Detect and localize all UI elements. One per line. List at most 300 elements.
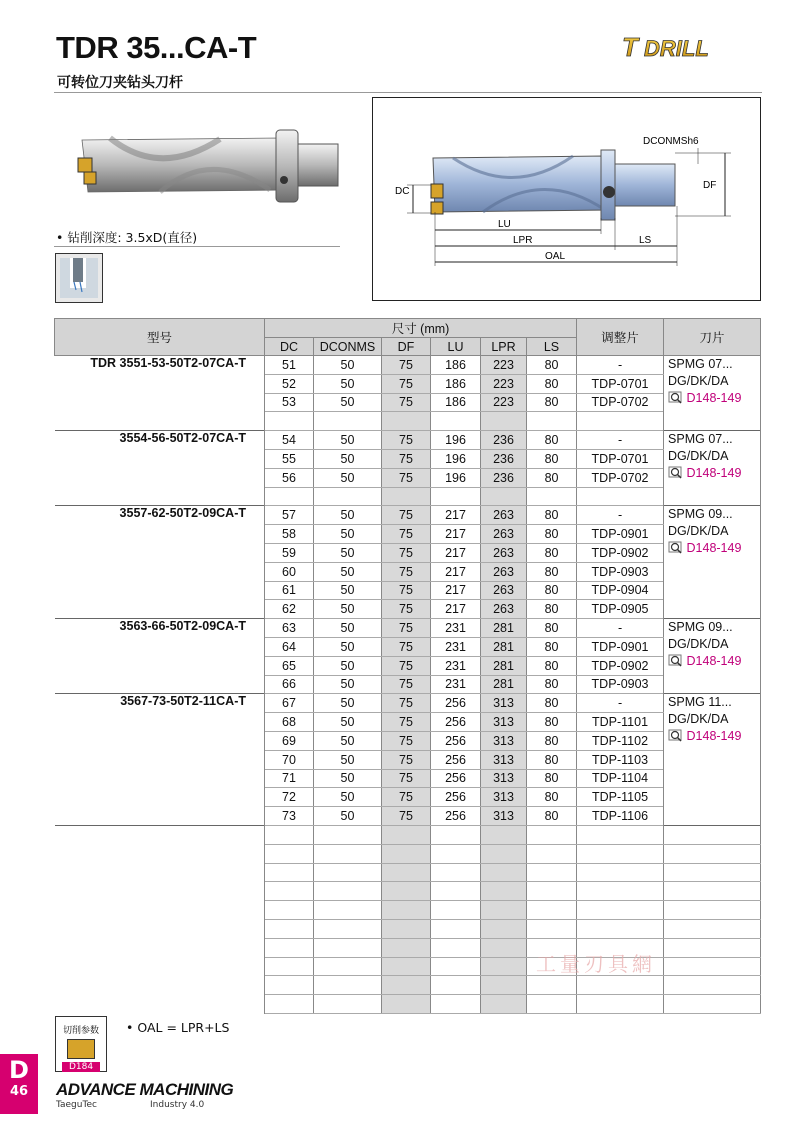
empty-cell <box>577 863 664 882</box>
oal-note: • OAL = LPR+LS <box>126 1020 230 1035</box>
drawing-label-lpr: LPR <box>513 235 533 246</box>
empty-row <box>55 901 761 920</box>
page-ref-text[interactable]: D148-149 <box>686 391 742 405</box>
dimension-cell: 263 <box>481 506 527 525</box>
empty-cell <box>577 844 664 863</box>
dimension-cell: 196 <box>431 449 481 468</box>
magnifier-icon <box>668 466 683 480</box>
dimension-cell: 75 <box>382 431 431 450</box>
dimension-cell: 313 <box>481 807 527 826</box>
dimension-cell: 75 <box>382 506 431 525</box>
header-insert: 刀片 <box>664 319 761 356</box>
dimension-cell: 236 <box>481 468 527 487</box>
table-row <box>55 356 761 375</box>
adjust-cell: - <box>577 506 664 525</box>
empty-cell <box>431 863 481 882</box>
adjust-cell: TDP-0905 <box>577 600 664 619</box>
dimension-cell: 52 <box>265 374 314 393</box>
empty-cell <box>664 957 761 976</box>
model-code: 3557-62-50T2-09CA-T <box>55 506 265 619</box>
drawing-label-dconms: DCONMSh6 <box>643 136 699 147</box>
empty-cell <box>265 863 314 882</box>
empty-cell <box>527 825 577 844</box>
empty-cell <box>265 825 314 844</box>
brand-tagline: Industry 4.0 <box>150 1100 205 1110</box>
empty-cell <box>382 487 431 506</box>
dimension-cell: 313 <box>481 694 527 713</box>
dimension-cell: 231 <box>431 619 481 638</box>
header-dc: DC <box>265 338 314 356</box>
dimension-cell: 75 <box>382 449 431 468</box>
adjust-cell: - <box>577 619 664 638</box>
magnifier-icon <box>668 654 683 668</box>
page-ref-text[interactable]: D148-149 <box>686 541 742 556</box>
empty-cell <box>664 919 761 938</box>
dimension-cell: 281 <box>481 619 527 638</box>
dimension-cell: 186 <box>431 393 481 412</box>
dimension-cell: 55 <box>265 449 314 468</box>
empty-cell <box>265 957 314 976</box>
empty-cell <box>577 919 664 938</box>
empty-cell <box>481 825 527 844</box>
empty-cell <box>577 995 664 1014</box>
dimension-cell: 263 <box>481 562 527 581</box>
dimension-cell: 80 <box>527 769 577 788</box>
dimension-cell: 75 <box>382 750 431 769</box>
adjust-cell: - <box>577 431 664 450</box>
insert-cell <box>664 431 761 506</box>
empty-cell <box>431 938 481 957</box>
empty-cell <box>55 976 265 995</box>
adjust-cell: TDP-1105 <box>577 788 664 807</box>
empty-cell <box>382 863 431 882</box>
empty-cell <box>481 995 527 1014</box>
empty-cell <box>55 938 265 957</box>
dimension-cell: 50 <box>314 506 382 525</box>
empty-cell <box>314 412 382 431</box>
empty-cell <box>265 412 314 431</box>
empty-cell <box>265 882 314 901</box>
dimension-cell: 71 <box>265 769 314 788</box>
empty-cell <box>382 901 431 920</box>
empty-cell <box>382 995 431 1014</box>
dimension-cell: 75 <box>382 581 431 600</box>
adjust-cell: TDP-0702 <box>577 393 664 412</box>
dimension-cell: 80 <box>527 525 577 544</box>
drilling-depth-note: • 钻削深度: 3.5xD(直径) <box>56 230 198 245</box>
dimension-cell: 50 <box>314 581 382 600</box>
dimension-cell: 223 <box>481 393 527 412</box>
dimension-cell: 75 <box>382 807 431 826</box>
dimension-cell: 236 <box>481 431 527 450</box>
dimension-cell: 80 <box>527 675 577 694</box>
watermark: 工量刃具網 <box>536 952 656 976</box>
drill-tool-image <box>70 118 360 218</box>
empty-cell <box>55 957 265 976</box>
dimension-cell: 80 <box>527 393 577 412</box>
section-letter: D <box>9 1056 29 1084</box>
insert-page-ref[interactable] <box>668 653 760 670</box>
svg-text:DRILL: DRILL <box>644 36 709 61</box>
dimension-cell: 50 <box>314 750 382 769</box>
empty-cell <box>314 976 382 995</box>
dimension-cell: 256 <box>431 807 481 826</box>
svg-text:T: T <box>622 33 638 61</box>
empty-cell <box>481 844 527 863</box>
dimension-cell: 75 <box>382 468 431 487</box>
header-lpr: LPR <box>481 338 527 356</box>
dimension-cell: 75 <box>382 637 431 656</box>
empty-cell <box>664 901 761 920</box>
adjust-cell: TDP-0701 <box>577 374 664 393</box>
dimension-cell: 58 <box>265 525 314 544</box>
cutting-data-ref[interactable]: D184 <box>62 1062 100 1072</box>
dimension-cell: 53 <box>265 393 314 412</box>
header-ls: LS <box>527 338 577 356</box>
dimension-cell: 217 <box>431 562 481 581</box>
empty-cell <box>577 487 664 506</box>
title-divider <box>54 92 762 93</box>
dimension-cell: 70 <box>265 750 314 769</box>
model-code: TDR 3551-53-50T2-07CA-T <box>55 356 265 431</box>
empty-cell <box>431 487 481 506</box>
insert-cell <box>664 506 761 619</box>
insert-cell <box>664 356 761 431</box>
adjust-cell: TDP-0903 <box>577 675 664 694</box>
empty-cell <box>481 976 527 995</box>
empty-cell <box>55 901 265 920</box>
dimension-cell: 281 <box>481 656 527 675</box>
empty-cell <box>664 938 761 957</box>
insert-grades: DG/DK/DA <box>668 712 729 727</box>
empty-cell <box>527 882 577 901</box>
model-code: 3563-66-50T2-09CA-T <box>55 619 265 694</box>
dimension-cell: 50 <box>314 543 382 562</box>
header-model: 型号 <box>55 319 265 356</box>
adjust-cell: TDP-1103 <box>577 750 664 769</box>
dimension-cell: 65 <box>265 656 314 675</box>
dimension-cell: 50 <box>314 807 382 826</box>
empty-cell <box>265 901 314 920</box>
dimension-cell: 80 <box>527 543 577 562</box>
dimension-cell: 67 <box>265 694 314 713</box>
dimension-cell: 75 <box>382 694 431 713</box>
dimension-cell: 217 <box>431 525 481 544</box>
empty-cell <box>431 995 481 1014</box>
insert-type: SPMG 09... <box>668 507 733 522</box>
dimension-cell: 263 <box>481 600 527 619</box>
adjust-cell: TDP-0702 <box>577 468 664 487</box>
empty-cell <box>577 901 664 920</box>
dimension-cell: 75 <box>382 769 431 788</box>
empty-cell <box>314 882 382 901</box>
page-ref-text[interactable]: D148-149 <box>686 654 742 669</box>
dimension-cell: 73 <box>265 807 314 826</box>
dimension-cell: 80 <box>527 600 577 619</box>
dimension-cell: 196 <box>431 431 481 450</box>
dimension-cell: 256 <box>431 750 481 769</box>
dimension-cell: 75 <box>382 731 431 750</box>
insert-grades: DG/DK/DA <box>668 449 729 464</box>
empty-cell <box>481 412 527 431</box>
dimension-cell: 54 <box>265 431 314 450</box>
dimension-cell: 57 <box>265 506 314 525</box>
dimension-cell: 75 <box>382 356 431 375</box>
empty-cell <box>265 844 314 863</box>
dimension-cell: 263 <box>481 581 527 600</box>
empty-cell <box>431 825 481 844</box>
empty-row <box>55 919 761 938</box>
empty-cell <box>481 901 527 920</box>
dimension-cell: 186 <box>431 374 481 393</box>
dimension-cell: 80 <box>527 431 577 450</box>
drilling-application-icon <box>55 253 103 303</box>
adjust-cell: TDP-1106 <box>577 807 664 826</box>
dimension-cell: 263 <box>481 543 527 562</box>
empty-cell <box>265 938 314 957</box>
adjust-cell: - <box>577 694 664 713</box>
dimension-cell: 50 <box>314 525 382 544</box>
dimension-cell: 231 <box>431 675 481 694</box>
dimension-cell: 231 <box>431 656 481 675</box>
page-ref-text[interactable]: D148-149 <box>686 466 742 481</box>
drawing-label-oal: OAL <box>545 251 566 262</box>
dimension-cell: 80 <box>527 656 577 675</box>
dimension-cell: 69 <box>265 731 314 750</box>
dimension-cell: 75 <box>382 675 431 694</box>
dimension-cell: 196 <box>431 468 481 487</box>
empty-cell <box>382 882 431 901</box>
dimension-cell: 75 <box>382 713 431 732</box>
empty-cell <box>265 976 314 995</box>
empty-cell <box>382 938 431 957</box>
empty-cell <box>577 882 664 901</box>
empty-cell <box>664 882 761 901</box>
empty-cell <box>382 976 431 995</box>
drawing-label-dc: DC <box>395 186 410 197</box>
dimension-cell: 50 <box>314 788 382 807</box>
dimension-cell: 75 <box>382 393 431 412</box>
dimension-cell: 80 <box>527 562 577 581</box>
dimension-cell: 281 <box>481 637 527 656</box>
dimension-cell: 281 <box>481 675 527 694</box>
empty-cell <box>527 901 577 920</box>
insert-type: SPMG 09... <box>668 620 733 635</box>
depth-divider <box>54 246 340 247</box>
dimension-cell: 50 <box>314 675 382 694</box>
insert-page-ref[interactable] <box>668 465 760 482</box>
adjust-cell: TDP-0903 <box>577 562 664 581</box>
header-adjust: 调整片 <box>577 319 664 356</box>
dimension-cell: 50 <box>314 600 382 619</box>
dimension-cell: 50 <box>314 637 382 656</box>
dimension-cell: 256 <box>431 788 481 807</box>
dimension-cell: 313 <box>481 750 527 769</box>
dimension-cell: 80 <box>527 619 577 638</box>
magnifier-icon <box>668 391 683 405</box>
dimension-cell: 72 <box>265 788 314 807</box>
dimension-cell: 56 <box>265 468 314 487</box>
empty-cell <box>664 844 761 863</box>
dimension-cell: 50 <box>314 356 382 375</box>
dimension-cell: 80 <box>527 807 577 826</box>
header-dconms: DCONMS <box>314 338 382 356</box>
dimension-cell: 51 <box>265 356 314 375</box>
dimension-cell: 75 <box>382 619 431 638</box>
adjust-cell: TDP-0902 <box>577 656 664 675</box>
page-ref-text[interactable]: D148-149 <box>686 729 742 744</box>
empty-row <box>55 995 761 1014</box>
dimension-cell: 313 <box>481 713 527 732</box>
dimension-cell: 50 <box>314 562 382 581</box>
page-number: 46 <box>9 1084 29 1099</box>
empty-cell <box>314 919 382 938</box>
dimension-cell: 217 <box>431 543 481 562</box>
model-code: 3554-56-50T2-07CA-T <box>55 431 265 506</box>
dimension-cell: 61 <box>265 581 314 600</box>
magnifier-icon <box>668 541 683 555</box>
dimension-cell: 80 <box>527 581 577 600</box>
empty-cell <box>55 882 265 901</box>
adjust-cell: TDP-0902 <box>577 543 664 562</box>
table-row <box>55 506 761 525</box>
dimension-cell: 50 <box>314 393 382 412</box>
empty-cell <box>431 976 481 995</box>
dimension-cell: 75 <box>382 374 431 393</box>
empty-cell <box>382 825 431 844</box>
adjust-cell: TDP-1102 <box>577 731 664 750</box>
insert-type: SPMG 07... <box>668 357 733 371</box>
dimension-cell: 217 <box>431 506 481 525</box>
empty-cell <box>431 882 481 901</box>
empty-cell <box>431 901 481 920</box>
tdrill-logo <box>618 33 762 61</box>
empty-cell <box>664 995 761 1014</box>
dimension-cell: 50 <box>314 731 382 750</box>
insert-type: SPMG 07... <box>668 432 733 447</box>
insert-type: SPMG 11... <box>668 695 732 710</box>
dimension-cell: 231 <box>431 637 481 656</box>
empty-cell <box>265 919 314 938</box>
insert-grades: DG/DK/DA <box>668 637 729 652</box>
table-row <box>55 619 761 638</box>
empty-cell <box>527 487 577 506</box>
cutting-data-box <box>55 1016 107 1072</box>
cutting-data-icon <box>67 1039 95 1059</box>
dimension-cell: 256 <box>431 731 481 750</box>
dimension-cell: 80 <box>527 637 577 656</box>
adjust-cell: - <box>577 356 664 375</box>
adjust-cell: TDP-1104 <box>577 769 664 788</box>
dimension-cell: 263 <box>481 525 527 544</box>
dimension-cell: 80 <box>527 788 577 807</box>
dimension-cell: 64 <box>265 637 314 656</box>
dimension-cell: 313 <box>481 788 527 807</box>
dimension-cell: 186 <box>431 356 481 375</box>
dimension-cell: 75 <box>382 525 431 544</box>
dimension-cell: 313 <box>481 731 527 750</box>
model-code: 3567-73-50T2-11CA-T <box>55 694 265 826</box>
empty-cell <box>577 825 664 844</box>
empty-cell <box>314 901 382 920</box>
cutting-data-label: 切削参数 <box>62 1026 99 1036</box>
empty-cell <box>664 825 761 844</box>
insert-page-ref[interactable] <box>668 728 760 745</box>
empty-cell <box>577 412 664 431</box>
dimension-cell: 256 <box>431 694 481 713</box>
dimension-cell: 66 <box>265 675 314 694</box>
dimension-cell: 80 <box>527 356 577 375</box>
dimension-cell: 59 <box>265 543 314 562</box>
empty-cell <box>55 825 265 844</box>
insert-cell <box>664 619 761 694</box>
dimension-cell: 217 <box>431 600 481 619</box>
magnifier-icon <box>668 729 683 743</box>
empty-cell <box>481 487 527 506</box>
empty-row <box>55 882 761 901</box>
dimension-cell: 236 <box>481 449 527 468</box>
header-lu: LU <box>431 338 481 356</box>
empty-cell <box>431 844 481 863</box>
empty-row <box>55 844 761 863</box>
dimension-cell: 60 <box>265 562 314 581</box>
empty-cell <box>431 919 481 938</box>
brand-company: TaeguTec <box>56 1100 97 1110</box>
dimension-cell: 80 <box>527 713 577 732</box>
empty-cell <box>431 957 481 976</box>
drawing-label-ls: LS <box>639 235 652 246</box>
empty-cell <box>382 919 431 938</box>
empty-cell <box>314 487 382 506</box>
dimension-cell: 75 <box>382 562 431 581</box>
dimension-cell: 50 <box>314 374 382 393</box>
dimension-cell: 75 <box>382 600 431 619</box>
empty-cell <box>481 882 527 901</box>
empty-cell <box>481 863 527 882</box>
dimension-cell: 80 <box>527 449 577 468</box>
specification-table <box>54 318 761 1014</box>
dimension-cell: 223 <box>481 374 527 393</box>
insert-page-ref[interactable] <box>668 540 760 557</box>
dimension-cell: 80 <box>527 731 577 750</box>
dimension-cell: 50 <box>314 769 382 788</box>
empty-cell <box>527 412 577 431</box>
page-title: TDR 35...CA-T <box>56 30 257 65</box>
adjust-cell: TDP-0904 <box>577 581 664 600</box>
dimension-cell: 75 <box>382 543 431 562</box>
dimension-cell: 63 <box>265 619 314 638</box>
dimension-cell: 50 <box>314 713 382 732</box>
empty-cell <box>314 863 382 882</box>
empty-cell <box>481 957 527 976</box>
dimension-cell: 75 <box>382 788 431 807</box>
empty-cell <box>527 863 577 882</box>
empty-cell <box>314 957 382 976</box>
dimension-cell: 50 <box>314 431 382 450</box>
dimension-cell: 313 <box>481 769 527 788</box>
dimension-cell: 68 <box>265 713 314 732</box>
dimension-cell: 256 <box>431 769 481 788</box>
empty-cell <box>577 976 664 995</box>
insert-page-ref[interactable] <box>668 390 760 407</box>
dimension-cell: 80 <box>527 468 577 487</box>
empty-row <box>55 825 761 844</box>
empty-cell <box>382 844 431 863</box>
dimension-cell: 62 <box>265 600 314 619</box>
empty-cell <box>527 844 577 863</box>
drawing-label-lu: LU <box>498 219 511 230</box>
brand-logo: ADVANCE MACHINING <box>56 1080 234 1099</box>
